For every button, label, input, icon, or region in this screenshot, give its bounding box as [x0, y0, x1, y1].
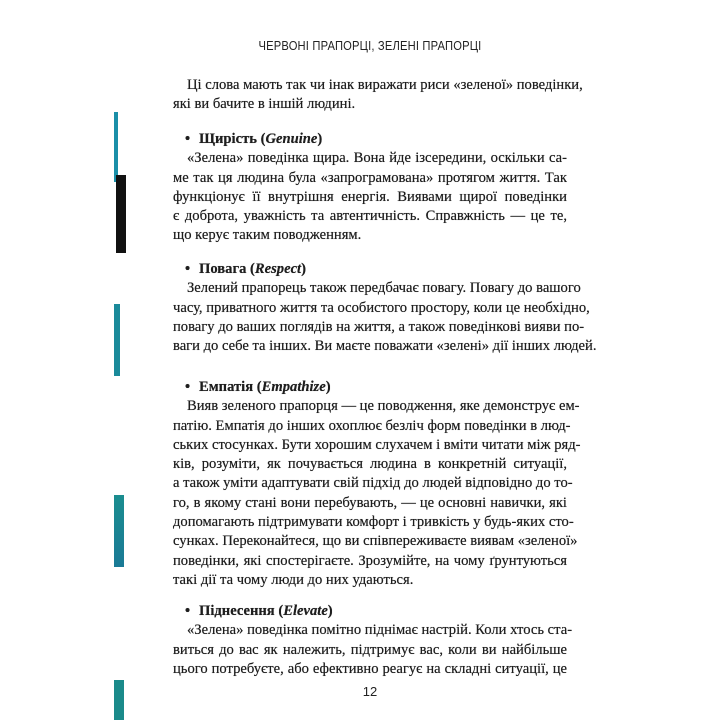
- bullet-icon: •: [185, 261, 191, 277]
- edge-tab-black: [116, 175, 126, 253]
- text-line: патію. Емпатія до інших охоплює безліч форм поведінки в люд-: [173, 417, 571, 434]
- section-elevate: [173, 602, 573, 679]
- section-title: Емпатія: [199, 379, 254, 395]
- section-term: Genuine: [265, 131, 318, 147]
- section-respect: [173, 260, 597, 356]
- text-line: такі дії та чому люди до них удаються.: [173, 571, 414, 588]
- bullet-icon: •: [185, 603, 191, 619]
- section-term: Respect: [254, 261, 302, 277]
- text-line: ме так ця людина була «запрограмована» протягом життя. Так: [173, 169, 567, 186]
- text-line: Зелений прапорець також передбачає повагу. Повагу до вашого: [187, 280, 581, 297]
- edge-tab-teal: [114, 495, 124, 567]
- section-heading: • Щирість (Genuine): [173, 130, 567, 149]
- section-heading: • Повага (Respect): [173, 260, 567, 279]
- text-line: що керує таким поводженням.: [173, 227, 362, 244]
- text-line: ських стосунках. Бути хорошим слухачем і вміти читати між ряд-: [173, 436, 581, 453]
- section-title: Щирість: [199, 131, 257, 147]
- section-title: Повага: [199, 261, 247, 277]
- text-line: Вияв зеленого прапорця — це поводження, яке демонструє ем-: [187, 398, 580, 415]
- bullet-icon: •: [185, 131, 191, 147]
- text-line: функціонує її внутрішня енергія. Виявами щирої поведінки: [173, 188, 567, 205]
- text-line: а також уміти адаптувати свій підхід до людей відповідно до то-: [173, 475, 573, 492]
- section-empathize: [173, 378, 581, 590]
- text-line: «Зелена» поведінка помітно піднімає настрій. Коли хтось ста-: [187, 622, 573, 639]
- text-line: допомагають підтримувати комфорт і тривкість у будь-яких сто-: [173, 514, 574, 531]
- text-line: «Зелена» поведінка щира. Вона йде ізсередини, оскільки са-: [187, 150, 567, 167]
- section-genuine: [173, 130, 567, 246]
- text-line: ваги до себе та інших. Ви маєте поважати «зелені» дії інших людей.: [173, 338, 597, 355]
- intro-paragraph: [173, 76, 583, 115]
- text-line: які ви бачите в іншій людині.: [173, 96, 356, 113]
- text-line: сунках. Переконайтеся, що ви співпереживаєте виявам «зеленої»: [173, 533, 578, 550]
- section-term: Elevate: [283, 603, 328, 619]
- section-title: Піднесення: [199, 603, 275, 619]
- text-line: є доброта, уважність та автентичність. Справжність — це те,: [173, 208, 567, 225]
- text-line: часу, приватного життя та особистого простору, коли це необхідно,: [173, 299, 590, 316]
- text-line: цього потребуєте, або ефективно реагує на складні ситуації, це: [173, 660, 567, 677]
- text-line: ків, розуміти, як почувається людина в конкретній ситуації,: [173, 456, 567, 473]
- page-number: 12: [362, 684, 378, 699]
- section-heading: • Емпатія (Empathize): [173, 378, 567, 397]
- running-header: ЧЕРВОНІ ПРАПОРЦІ, ЗЕЛЕНІ ПРАПОРЦІ: [258, 38, 482, 53]
- text-line: виться до вас як належить, підтримує вас, коли ви найбільше: [173, 641, 567, 658]
- edge-tab-teal: [114, 112, 118, 182]
- text-line: повагу до ваших поглядів на життя, а також поведінкові вияви по-: [173, 318, 585, 335]
- section-heading: • Піднесення (Elevate): [173, 602, 567, 621]
- text-line: поведінки, які спостерігаєте. Зрозумійте, на чому ґрунтуються: [173, 552, 567, 569]
- section-term: Empathize: [261, 379, 326, 395]
- bullet-icon: •: [185, 379, 191, 395]
- edge-tab-teal: [114, 304, 120, 376]
- text-line: го, в якому стані вони перебувають, — це основні навички, які: [173, 494, 567, 511]
- text-line: Ці слова мають так чи інак виражати риси «зеленої» поведінки,: [187, 77, 583, 93]
